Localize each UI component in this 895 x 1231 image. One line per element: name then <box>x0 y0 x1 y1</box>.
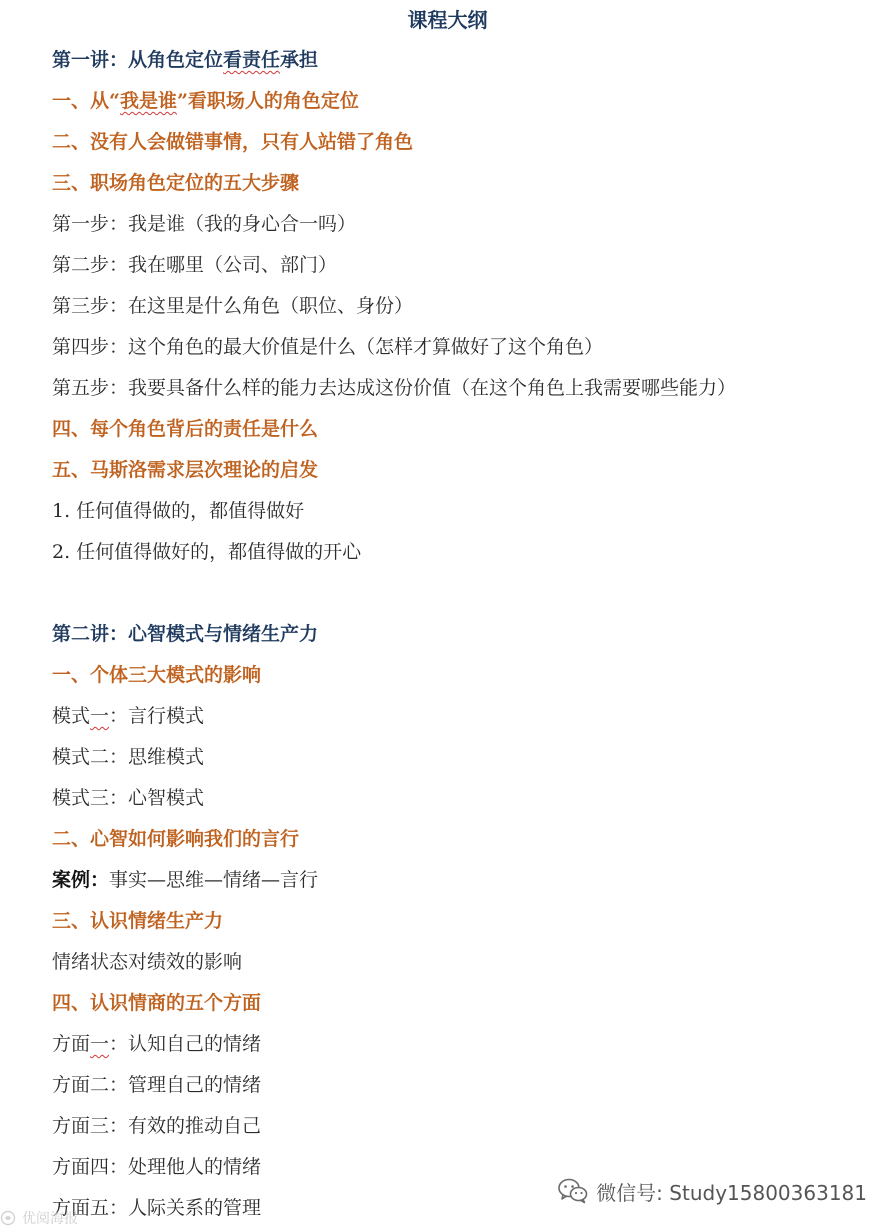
lecture-1-section-5: 五、马斯洛需求层次理论的启发 <box>52 459 319 481</box>
aspect-item: 方面五：人际关系的管理 <box>52 1197 262 1219</box>
lecture-1-title-post: 承担 <box>280 49 319 71</box>
corner-watermark <box>0 1204 130 1231</box>
aspect-item <box>52 1031 261 1057</box>
mode-squiggle: 一 <box>90 705 110 727</box>
aspect-squiggle: 一 <box>90 1033 110 1055</box>
corner-watermark-text: 优阅海报 <box>22 1210 78 1227</box>
section-1-post: ”看职场人的角色定位 <box>176 90 359 112</box>
step-item: 第三步：在这里是什么角色（职位、身份） <box>52 295 414 317</box>
mode-pre: 模式 <box>52 705 91 727</box>
case-label: 案例： <box>52 869 110 891</box>
lecture-2-title: 第二讲：心智模式与情绪生产力 <box>52 623 319 645</box>
case-text: 事实—思维—情绪—言行 <box>109 869 319 891</box>
document-title: 课程大纲 <box>407 8 488 32</box>
step-item: 第四步：这个角色的最大价值是什么（怎样才算做好了这个角色） <box>52 336 604 358</box>
point-item: 2. 任何值得做好的，都值得做的开心 <box>52 541 362 563</box>
section-1-pre: 一、从“ <box>52 90 120 112</box>
wechat-watermark <box>558 1176 867 1206</box>
step-item: 第二步：我在哪里（公司、部门） <box>52 254 338 276</box>
section-3-text: 情绪状态对绩效的影响 <box>52 951 243 973</box>
lecture-1-section-3: 三、职场角色定位的五大步骤 <box>52 172 300 194</box>
aspect-item: 方面四：处理他人的情绪 <box>52 1156 262 1178</box>
lecture-1-title-squiggle: 看责任 <box>223 49 281 71</box>
lecture-1-section-4: 四、每个角色背后的责任是什么 <box>52 418 319 440</box>
lecture-1-title <box>52 47 318 73</box>
aspect-item: 方面二：管理自己的情绪 <box>52 1074 262 1096</box>
mode-item: 模式三：心智模式 <box>52 787 205 809</box>
lecture-1-section-1 <box>52 88 359 114</box>
section-1-squiggle: 我是谁 <box>119 90 177 112</box>
step-item: 第五步：我要具备什么样的能力去达成这份价值（在这个角色上我需要哪些能力） <box>52 377 737 399</box>
aspect-post: ：认知自己的情绪 <box>109 1033 262 1055</box>
mode-item: 模式二：思维模式 <box>52 746 205 768</box>
lecture-2-section-4: 四、认识情商的五个方面 <box>52 992 262 1014</box>
mode-item <box>52 703 204 729</box>
mode-post: ：言行模式 <box>109 705 205 727</box>
aspect-item: 方面三：有效的推动自己 <box>52 1115 262 1137</box>
logo-icon <box>0 1210 16 1226</box>
wechat-id-text: 微信号: Study15800363181 <box>596 1180 867 1205</box>
wechat-icon <box>558 1178 588 1204</box>
lecture-2-section-1: 一、个体三大模式的影响 <box>52 664 262 686</box>
lecture-1-section-2: 二、没有人会做错事情，只有人站错了角色 <box>52 131 414 153</box>
lecture-2-section-2: 二、心智如何影响我们的言行 <box>52 828 300 850</box>
aspect-pre: 方面 <box>52 1033 91 1055</box>
step-item: 第一步：我是谁（我的身心合一吗） <box>52 213 357 235</box>
lecture-1-title-pre: 第一讲：从角色定位 <box>52 49 224 71</box>
lecture-2-section-3: 三、认识情绪生产力 <box>52 910 224 932</box>
point-item: 1. 任何值得做的，都值得做好 <box>52 500 305 522</box>
case-line <box>52 867 318 893</box>
